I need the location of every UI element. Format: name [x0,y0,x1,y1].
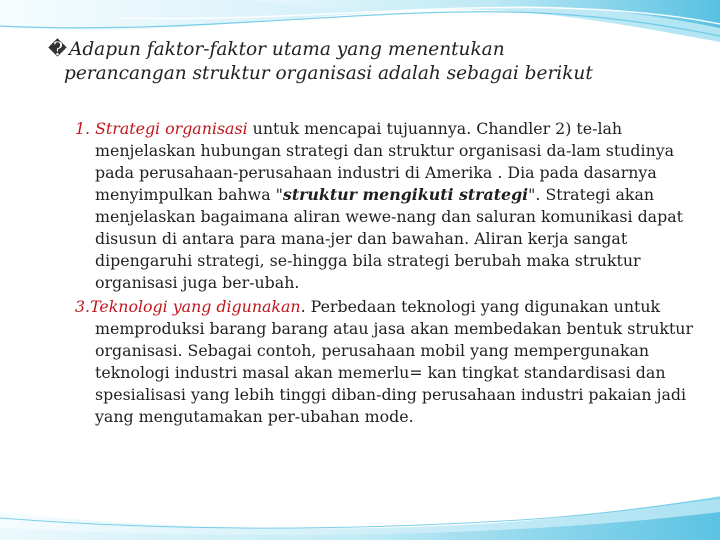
item-text: . Perbedaan teknologi yang digunakan untuk memproduksi barang barang atau jasa akan membedakan bentuk struktur organisasi. Sebagai contoh, perusahaan mobil yang mempergunakan teknologi industri masal akan memerlu= kan tingkat standardisasi dan spesialisasi yang lebih tinggi diban-ding perusahaan industri pakaian jadi yang mengutamakan per-ubahan mode. [95,297,694,426]
list-item-technology [75,296,695,428]
slide-heading [48,38,688,86]
item-emphasis: struktur mengikuti strategi [282,185,529,204]
item-title: Teknologi yang digunakan [90,297,301,316]
item-text-b: ". Strategi akan menjelaskan bagaimana aliran wewe-nang dan saluran komunikasi dapat disusun di antara para mana-jer dan bawahan. Aliran kerja sangat dipengaruhi strategi, se-hingga bila strategi berubah maka struktur organisasi juga ber-ubah. [95,185,683,292]
bullet-glyph: � [48,39,67,60]
item-number: 3. [75,297,91,316]
item-text-a: untuk mencapai tujuannya. Chandler 2) te-lah menjelaskan hubungan strategi dan struktur organisasi da-lam studinya pada perusahaan-perusahaan industri di Amerika . Dia pada dasarnya menyimpulkan bahwa " [95,119,675,204]
heading-line-1: Adapun faktor-faktor utama yang menentukan [68,39,505,60]
item-number: 1. [75,119,91,138]
list-item-strategy [75,118,695,294]
item-title: Strategi organisasi [95,119,248,138]
heading-line-2: perancangan struktur organisasi adalah sebagai berikut [64,63,593,84]
